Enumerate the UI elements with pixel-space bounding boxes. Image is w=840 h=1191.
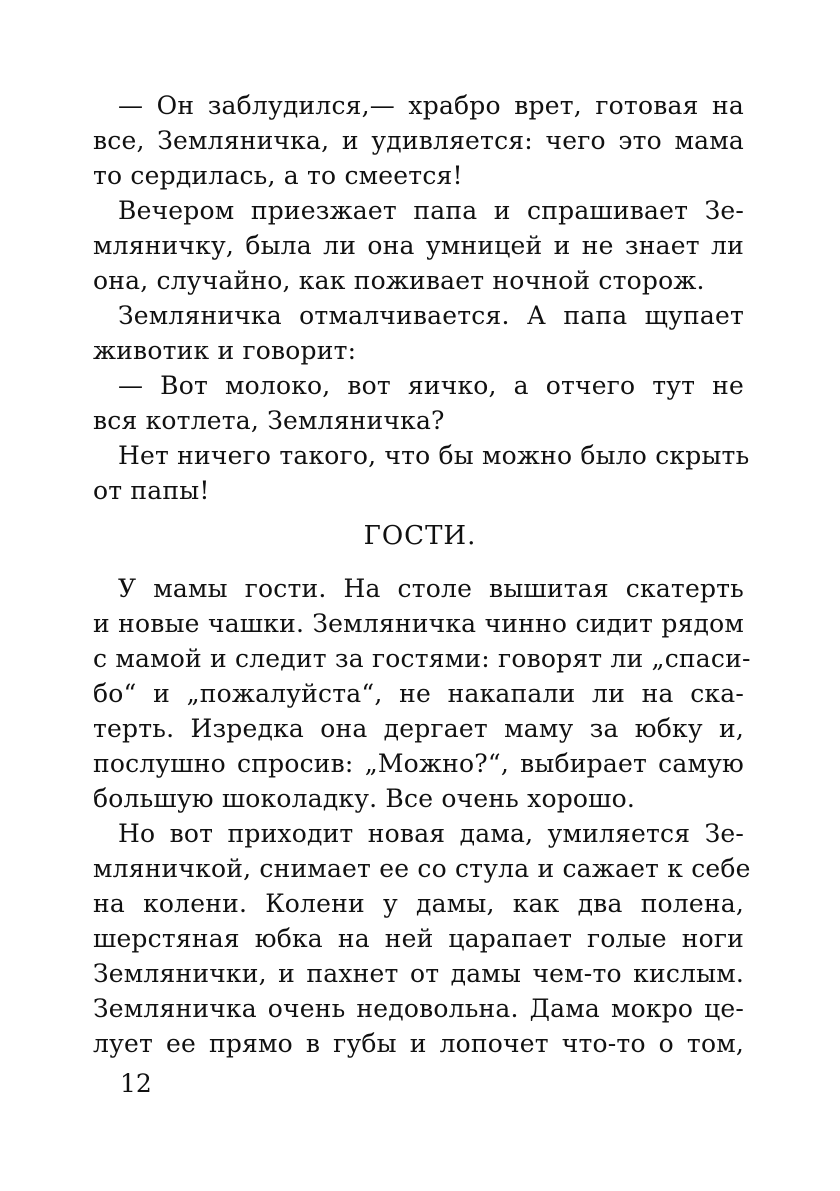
text-line: с мамой и следит за гостями: говорят ли „спаси- xyxy=(93,644,751,673)
text-line: Но вот приходит новая дама, умиляется Зе- xyxy=(118,819,744,848)
text-line: все, Земляничка, и удивляется: чего это мама xyxy=(93,126,744,155)
text-line: большую шоколадку. Все очень хорошо. xyxy=(93,784,635,813)
text-line: мляничку, была ли она умницей и не знает ли xyxy=(93,231,744,260)
text-line: Земляничка отмалчивается. А папа щупает xyxy=(118,301,744,330)
text-line: Нет ничего такого, что бы можно было скрыть xyxy=(118,441,750,470)
page-number: 12 xyxy=(120,1069,152,1098)
text-line: животик и говорит: xyxy=(93,336,357,365)
text-line: лует ее прямо в губы и лопочет что-то о том, xyxy=(93,1029,744,1058)
text-line: послушно спросив: „Можно?“, выбирает самую xyxy=(93,749,744,778)
text-line: мляничкой, снимает ее со стула и сажает к себе xyxy=(93,854,751,883)
text-line: У мамы гости. На столе вышитая скатерть xyxy=(118,574,744,603)
text-line: и новые чашки. Земляничка чинно сидит рядом xyxy=(93,609,744,638)
text-line: шерстяная юбка на ней царапает голые ноги xyxy=(93,924,744,953)
text-line: — Он заблудился,— храбро врет, готовая на xyxy=(118,91,744,120)
text-line: Земляничка очень недовольна. Дама мокро це- xyxy=(93,994,744,1023)
text-line: то сердилась, а то смеется! xyxy=(93,161,463,190)
text-line: Землянички, и пахнет от дамы чем-то кислым. xyxy=(93,959,744,988)
text-line: от папы! xyxy=(93,476,210,505)
text-line: бо“ и „пожалуйста“, не накапали ли на ска- xyxy=(93,679,744,708)
text-line: вся котлета, Земляничка? xyxy=(93,406,445,435)
text-line: терть. Изредка она дергает маму за юбку и, xyxy=(93,714,744,743)
text-line: Вечером приезжает папа и спрашивает Зе- xyxy=(118,196,744,225)
text-line: на колени. Колени у дамы, как два полена, xyxy=(93,889,744,918)
text-line: она, случайно, как поживает ночной сторож. xyxy=(93,266,705,295)
section-title: ГОСТИ. xyxy=(363,521,477,551)
text-line: — Вот молоко, вот яичко, а отчего тут не xyxy=(118,371,744,400)
